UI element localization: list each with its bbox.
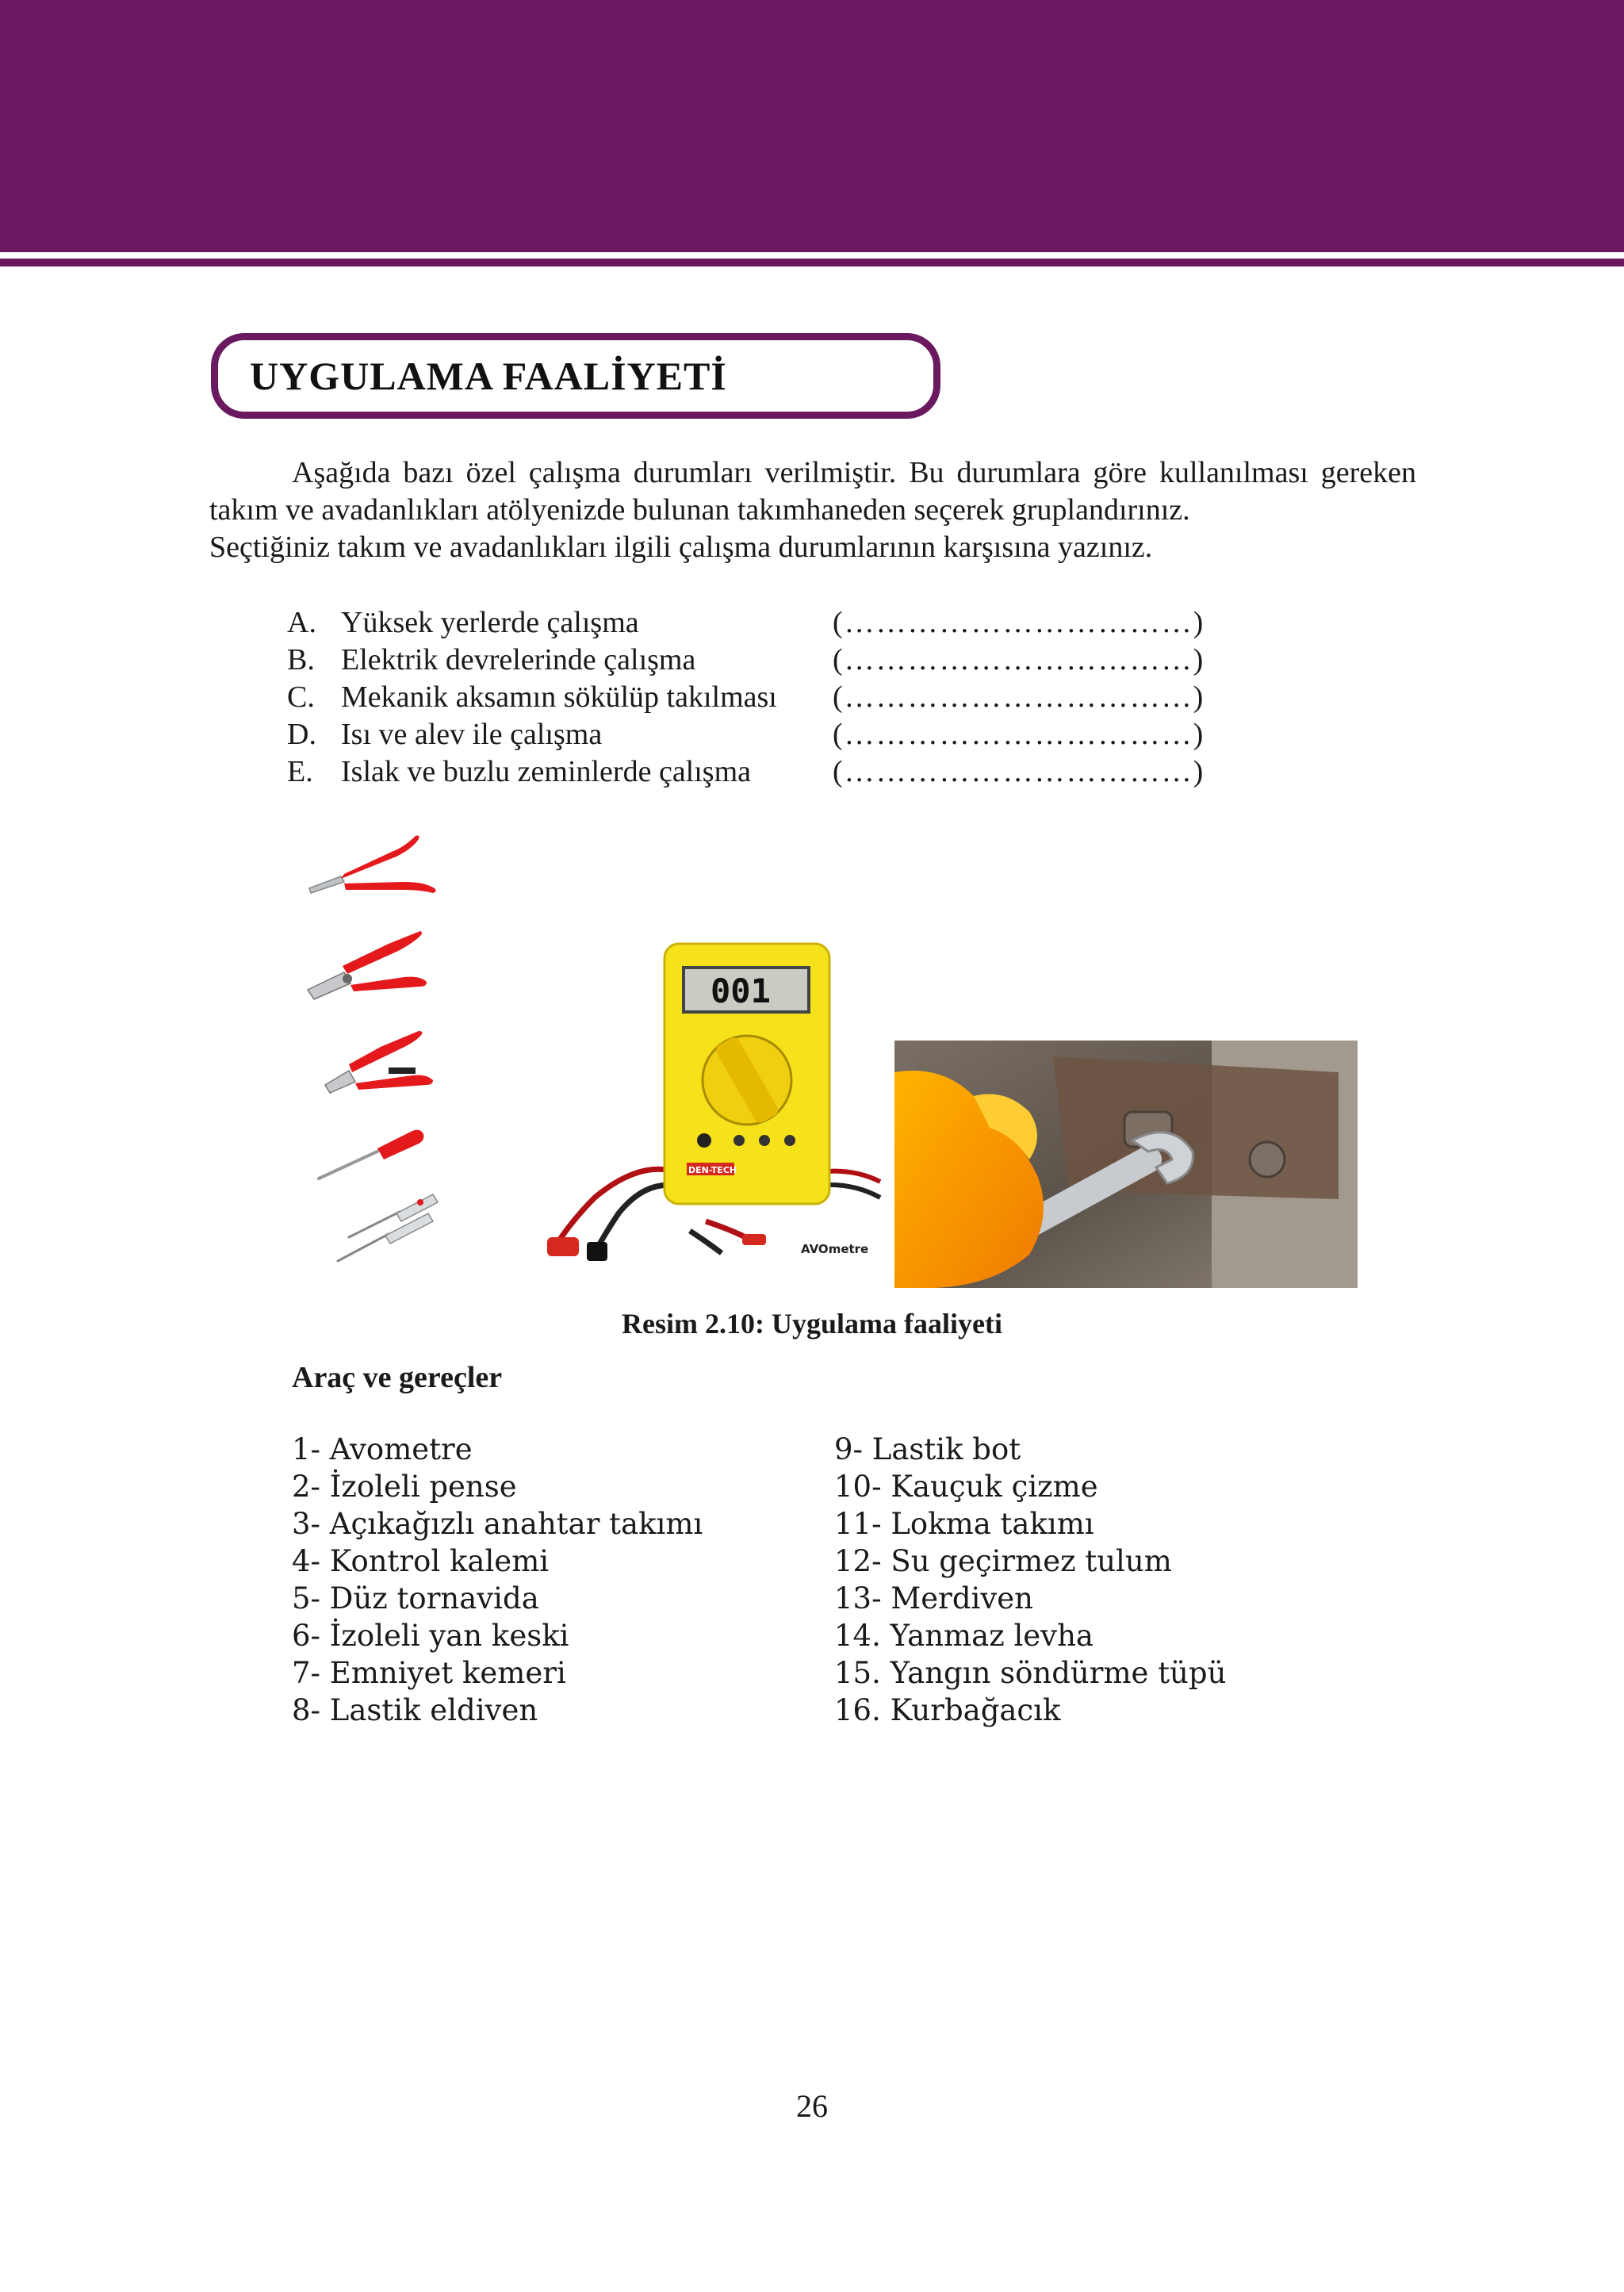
tool-item: 14. Yanmaz levha [834, 1619, 1094, 1653]
long-nose-pliers-icon [309, 836, 436, 894]
tool-item: 11- Lokma takımı [834, 1507, 1094, 1541]
situation-letter: E. [287, 755, 313, 788]
tools-list-right [834, 1431, 1226, 1729]
answer-blank: (……………………………) [833, 643, 1205, 676]
situation-letter: B. [287, 643, 315, 676]
activity-title: UYGULAMA FAALİYETİ [250, 354, 727, 398]
situation-item [287, 679, 1205, 716]
multimeter-brand: DEN-TECH [688, 1165, 737, 1175]
header-band [0, 0, 1624, 252]
tool-item: 16. Kurbağacık [834, 1693, 1061, 1727]
side-cutter-icon [325, 1031, 433, 1093]
situation-text: Yüksek yerlerde çalışma [341, 606, 639, 639]
header-rule [0, 259, 1624, 266]
tool-item: 7- Emniyet kemeri [292, 1656, 566, 1690]
tools-list-left [292, 1431, 703, 1729]
tool-item: 5- Düz tornavida [292, 1581, 539, 1616]
tool-item: 4- Kontrol kalemi [292, 1544, 550, 1578]
tool-item: 8- Lastik eldiven [292, 1693, 538, 1727]
situation-item [287, 642, 1205, 679]
situation-item [287, 753, 1205, 791]
combination-pliers-icon [308, 931, 427, 999]
answer-blank: (……………………………) [833, 680, 1205, 714]
tool-item: 9- Lastik bot [834, 1432, 1021, 1466]
figure-caption: Resim 2.10: Uygulama faaliyeti [622, 1308, 1002, 1340]
situation-text: Islak ve buzlu zeminlerde çalışma [341, 755, 752, 788]
tool-item: 15. Yangın söndürme tüpü [834, 1656, 1227, 1690]
situation-item [287, 716, 1205, 753]
situation-text: Mekanik aksamın sökülüp takılması [341, 680, 777, 714]
answer-blank: (……………………………) [833, 755, 1205, 788]
tool-item: 1- Avometre [292, 1432, 473, 1466]
tool-item: 6- İzoleli yan keski [292, 1619, 569, 1653]
tools-heading: Araç ve gereçler [292, 1361, 503, 1394]
answer-blank: (……………………………) [833, 718, 1205, 751]
multimeter-label: AVOmetre [801, 1242, 869, 1256]
screwdriver-icon [319, 1130, 423, 1179]
situation-item [287, 604, 1205, 642]
situation-text: Elektrik devrelerinde çalışma [341, 643, 696, 676]
wrench-photo [894, 1041, 1358, 1288]
situation-letter: A. [287, 606, 316, 639]
tool-item: 2- İzoleli pense [292, 1470, 517, 1504]
tool-item: 10- Kauçuk çizme [834, 1470, 1098, 1504]
multimeter-image [547, 936, 888, 1269]
situation-text: Isı ve alev ile çalışma [341, 718, 603, 751]
page-number: 26 [796, 2088, 828, 2124]
intro-line-1: Aşağıda bazı özel çalışma durumları verilmiştir. Bu durumlara göre kullanılması gereken takım ve avadanlıkları atölyenizde bulunan takımhaneden seçerek gruplandırınız. [209, 456, 1416, 527]
tool-item: 3- Açıkağızlı anahtar takımı [292, 1507, 703, 1541]
hand-tools-image [293, 833, 531, 1285]
situation-letter: C. [287, 680, 315, 714]
intro-paragraph [209, 454, 1416, 566]
tool-item: 12- Su geçirmez tulum [834, 1544, 1172, 1578]
situation-letter: D. [287, 718, 316, 751]
activity-title-box [211, 333, 940, 419]
answer-blank: (……………………………) [833, 606, 1205, 639]
multimeter-reading: 001 [710, 972, 771, 1010]
test-pen-icon [338, 1194, 438, 1261]
tool-item: 13- Merdiven [834, 1581, 1033, 1616]
situation-list [287, 604, 1205, 791]
intro-line-2: Seçtiğiniz takım ve avadanlıkları ilgili çalışma durumlarının karşısına yazınız. [209, 531, 1153, 564]
